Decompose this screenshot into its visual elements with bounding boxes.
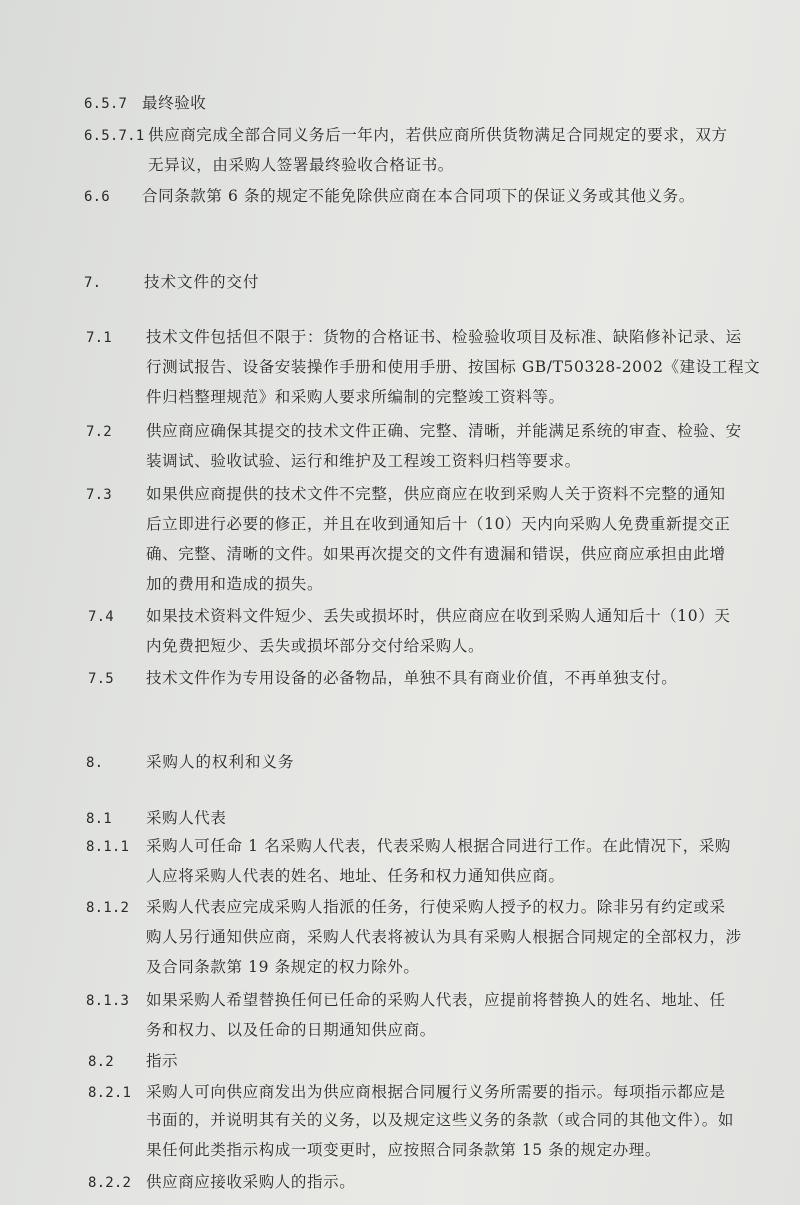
- clause-number: 6.6: [84, 189, 110, 205]
- clause-text: 采购人可向供应商发出为供应商根据合同履行义务所需要的指示。每项指示都应是: [146, 1083, 726, 1101]
- clause-number: 8.1: [86, 811, 112, 827]
- clause-8-2-1: [88, 1082, 726, 1103]
- clause-number: 7.5: [88, 671, 114, 687]
- clause-8-2: [88, 1051, 178, 1072]
- clause-number: 6.5.7.1: [84, 128, 145, 144]
- clause-number: 8.1.3: [86, 993, 130, 1009]
- clause-8-2-2: [88, 1172, 355, 1193]
- clause-8-1-1: [86, 836, 731, 857]
- clause-number: 8.2.1: [88, 1085, 132, 1101]
- clause-number: 8.2.2: [88, 1175, 132, 1191]
- clause-text-continued: 内免费把短少、丢失或损坏部分交付给采购人。: [146, 637, 485, 655]
- clause-number: 8.1.2: [86, 900, 130, 916]
- clause-7-3: [86, 484, 726, 505]
- clause-text-continued: 确、完整、清晰的文件。如果再次提交的文件有遗漏和错误，供应商应承担由此增: [146, 545, 726, 563]
- clause-number: 8.2: [88, 1054, 114, 1070]
- clause-number: 6.5.7: [84, 96, 128, 112]
- clause-text-continued: 件归档整理规范》和采购人要求所编制的完整竣工资料等。: [146, 388, 565, 406]
- clause-text-continued: 人应将采购人代表的姓名、地址、任务和权力通知供应商。: [146, 867, 565, 885]
- clause-text: 如果采购人希望替换任何已任命的采购人代表，应提前将替换人的姓名、地址、任: [146, 991, 726, 1009]
- clause-text: 合同条款第 6 条的规定不能免除供应商在本合同项下的保证义务或其他义务。: [142, 187, 695, 205]
- clause-text-continued: 无异议，由采购人签署最终验收合格证书。: [148, 156, 454, 174]
- clause-text-continued: 书面的，并说明其有关的义务，以及规定这些义务的条款（或合同的其他文件）。如: [146, 1111, 734, 1129]
- clause-text: 采购人代表: [146, 809, 227, 827]
- clause-text-continued: 行测试报告、设备安装操作手册和使用手册、按国标 GB/T50328-2002《建设工程文: [146, 358, 761, 376]
- clause-text: 供应商完成全部合同义务后一年内，若供应商所供货物满足合同规定的要求，双方: [148, 126, 728, 144]
- clause-text-continued: 果任何此类指示构成一项变更时，应按照合同条款第 15 条的规定办理。: [146, 1141, 661, 1159]
- clause-text: 供应商应接收采购人的指示。: [146, 1173, 356, 1191]
- clause-number: 8.1.1: [86, 839, 130, 855]
- section-8-heading: [86, 752, 295, 773]
- clause-text-continued: 务和权力、以及任命的日期通知供应商。: [146, 1021, 436, 1039]
- clause-number: 7.1: [86, 330, 112, 346]
- clause-text-continued: 后立即进行必要的修正，并且在收到通知后十（10）天内向采购人免费重新提交正: [146, 515, 731, 533]
- section-title: 技术文件的交付: [144, 273, 260, 291]
- clause-text: 如果技术资料文件短少、丢失或损坏时，供应商应在收到采购人通知后十（10）天: [146, 607, 731, 625]
- clause-number: 7.4: [88, 609, 114, 625]
- clause-8-1: [86, 808, 227, 829]
- clause-text-continued: 加的费用和造成的损失。: [146, 575, 324, 593]
- clause-text: 技术文件包括但不限于：货物的合格证书、检验验收项目及标准、缺陷修补记录、运: [146, 328, 742, 346]
- clause-text-continued: 购人另行通知供应商，采购人代表将被认为具有采购人根据合同规定的全部权力，涉: [146, 928, 742, 946]
- clause-text-continued: 及合同条款第 19 条规定的权力除外。: [146, 958, 420, 976]
- section-number: 8.: [86, 755, 104, 771]
- clause-7-5: [88, 668, 677, 689]
- clause-6-5-7-1: [84, 125, 728, 146]
- clause-8-1-3: [86, 990, 726, 1011]
- clause-text: 采购人代表应完成采购人指派的任务，行使采购人授予的权力。除非另有约定或采: [146, 898, 726, 916]
- clause-text: 指示: [146, 1052, 179, 1070]
- clause-text: 最终验收: [142, 94, 207, 112]
- clause-6-5-7: [84, 93, 206, 114]
- section-7-heading: [84, 272, 260, 293]
- clause-8-1-2: [86, 897, 726, 918]
- clause-text: 供应商应确保其提交的技术文件正确、完整、清晰，并能满足系统的审查、检验、安: [146, 422, 742, 440]
- clause-text: 技术文件作为专用设备的必备物品，单独不具有商业价值，不再单独支付。: [146, 669, 678, 687]
- clause-text: 如果供应商提供的技术文件不完整，供应商应在收到采购人关于资料不完整的通知: [146, 485, 726, 503]
- clause-number: 7.3: [86, 487, 112, 503]
- clause-7-4: [88, 606, 730, 627]
- clause-text: 采购人可任命 1 名采购人代表，代表采购人根据合同进行工作。在此情况下，采购: [146, 837, 732, 855]
- clause-number: 7.2: [86, 424, 112, 440]
- clause-7-2: [86, 421, 742, 442]
- clause-text-continued: 装调试、验收试验、运行和维护及工程竣工资料归档等要求。: [146, 452, 581, 470]
- clause-6-6: [84, 186, 695, 207]
- section-number: 7.: [84, 275, 102, 291]
- clause-7-1: [86, 327, 742, 348]
- section-title: 采购人的权利和义务: [146, 753, 295, 771]
